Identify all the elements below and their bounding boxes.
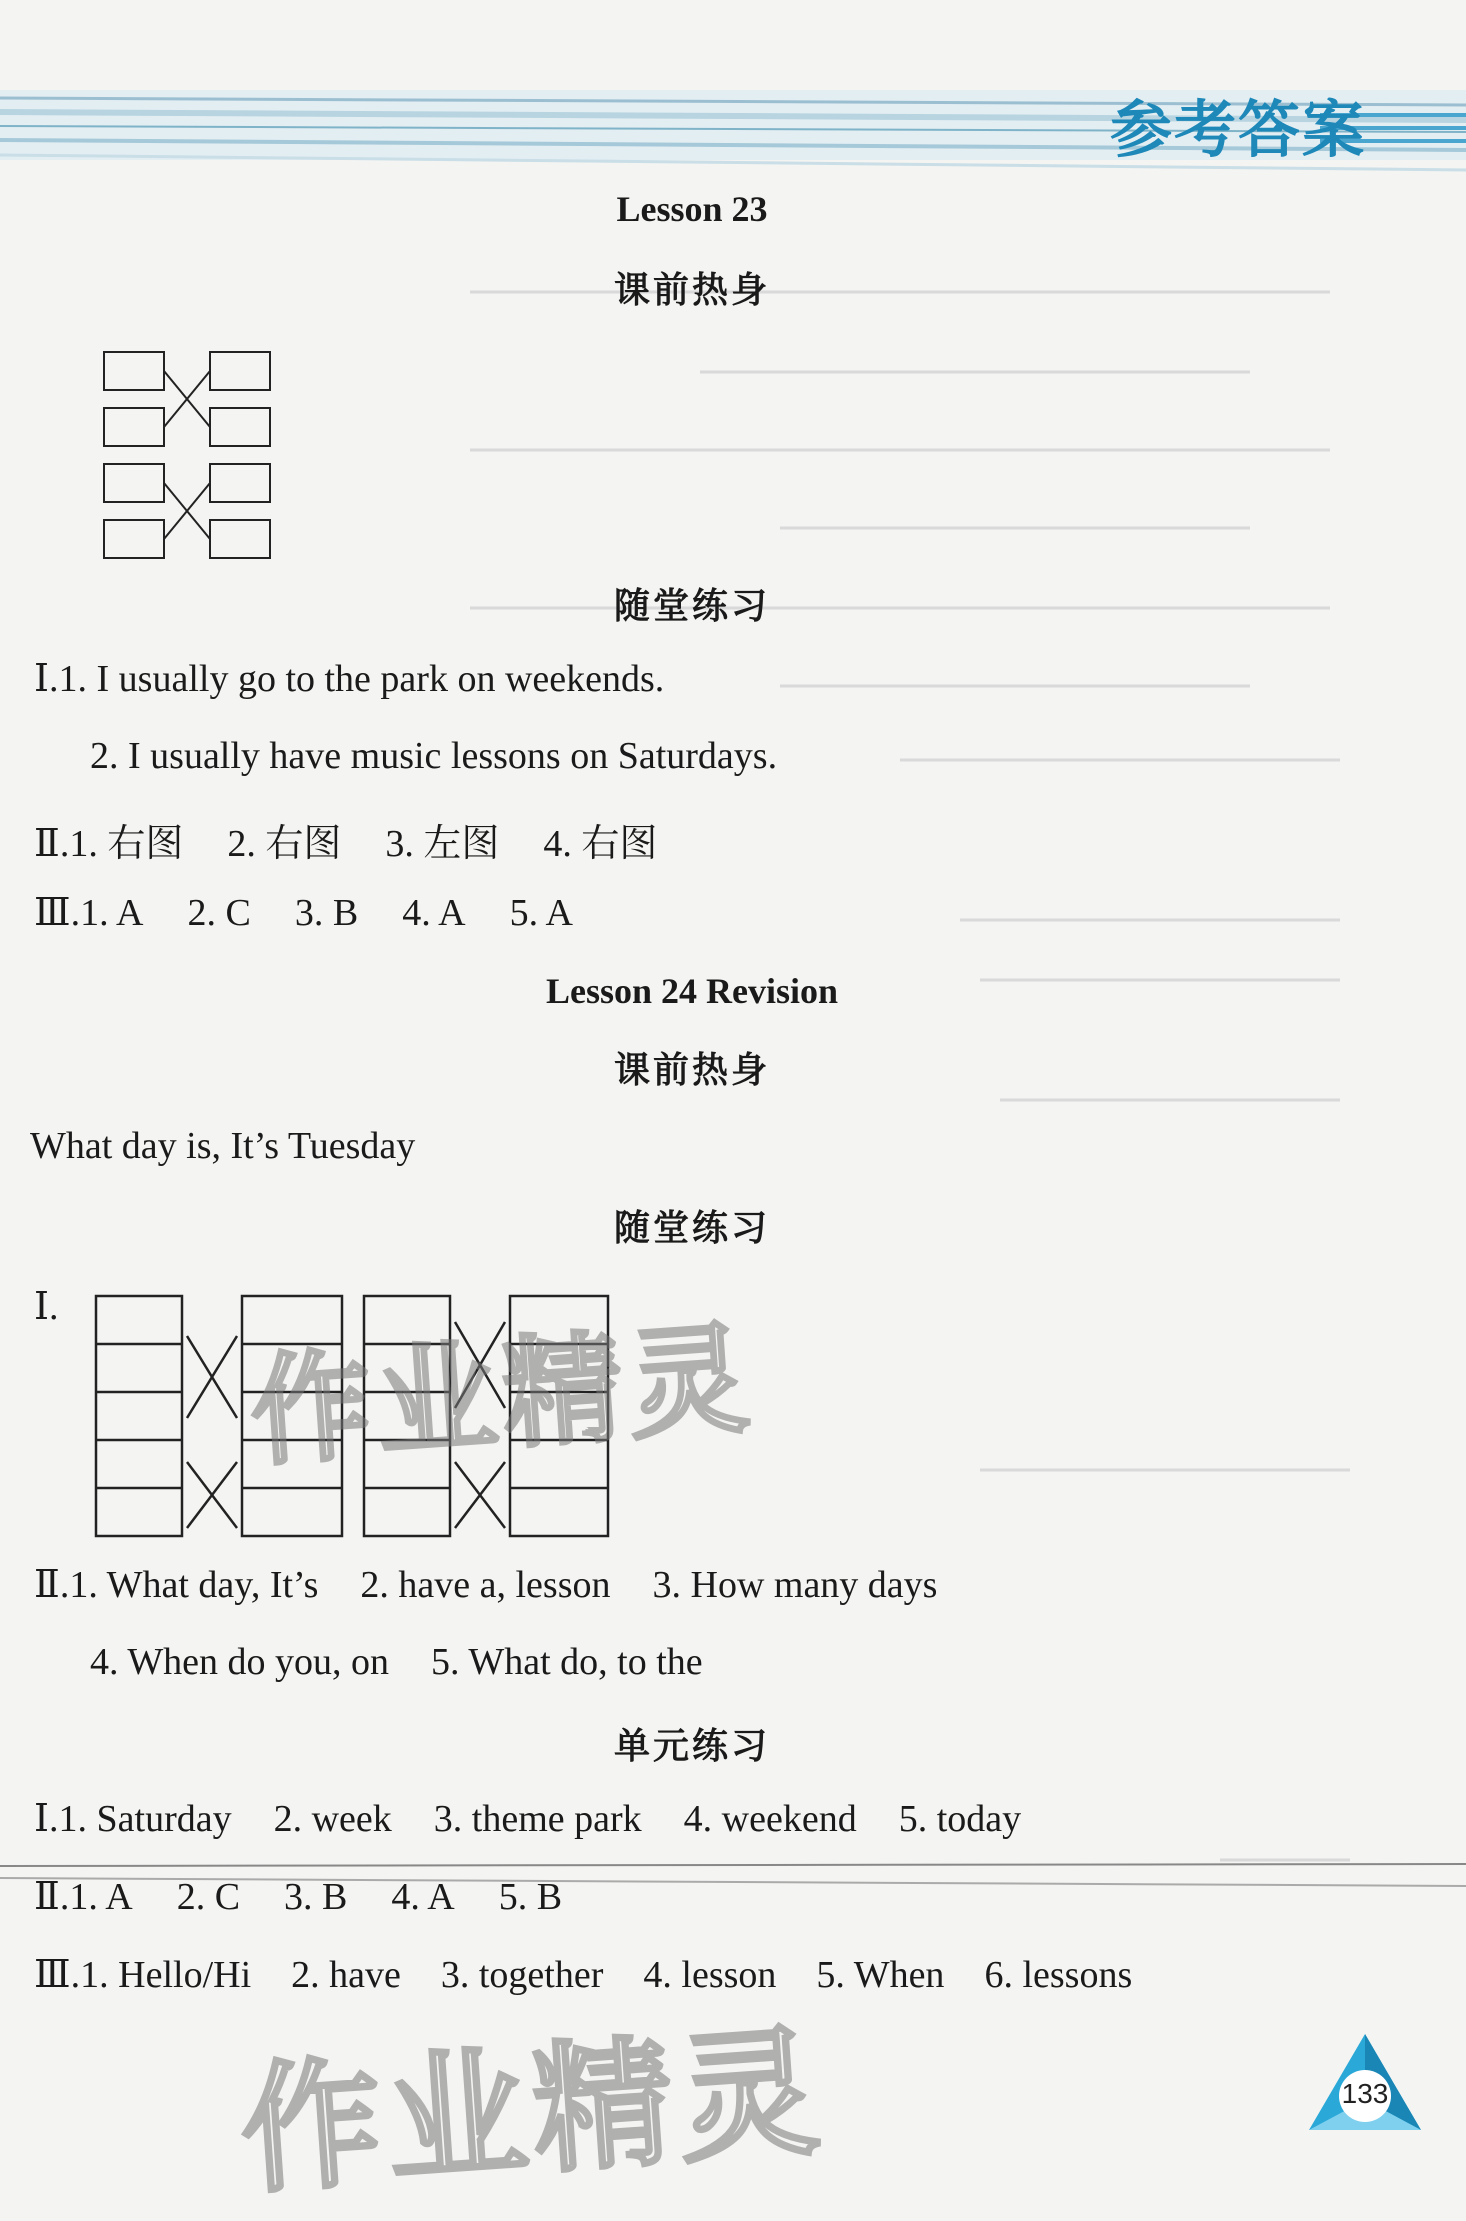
answer-item: 1. A	[69, 1876, 133, 1918]
answer-item: 1. Saturday	[58, 1798, 232, 1840]
answer-item: 4. A	[391, 1876, 455, 1918]
lesson-23-warmup-heading: 课前热身	[613, 270, 770, 311]
lesson-24-title: Lesson 24 Revision	[545, 971, 839, 1011]
lesson-23-q1-row1	[34, 656, 664, 701]
answer-item: 1. 右图	[69, 823, 184, 865]
roman-numeral-3: Ⅲ.	[34, 892, 81, 934]
unit-practice-heading: 单元练习	[613, 1726, 770, 1767]
answer-item: 2. have	[291, 1954, 401, 1996]
answer-item: 3. together	[440, 1954, 604, 1996]
roman-numeral-2: Ⅱ.	[34, 1876, 70, 1918]
roman-numeral-2: Ⅱ.	[34, 823, 70, 865]
answer-item: 1. What day, It’s	[69, 1564, 319, 1606]
answer-key-title: 参考答案	[1110, 93, 1367, 166]
watermark-bottom: 作业精灵	[235, 2010, 830, 2215]
roman-numeral-3: Ⅲ.	[34, 1954, 81, 1996]
roman-numeral-1: Ⅰ.	[34, 1798, 59, 1840]
answer-item: 4. weekend	[683, 1798, 857, 1840]
answer-item: 3. B	[294, 892, 359, 934]
answer-item: 5. When	[816, 1954, 945, 1996]
answer-item: 2. week	[273, 1798, 392, 1840]
answer-item: 3. 左图	[385, 823, 500, 865]
answer-item: 1. A	[80, 892, 144, 934]
answer-item: 2. C	[187, 892, 251, 934]
lesson-23-q2-row	[34, 812, 657, 867]
answer-text: 1. I usually go to the park on weekends.	[58, 658, 665, 700]
lesson-24-warmup-heading: 课前热身	[613, 1050, 770, 1091]
answer-item: 3. theme park	[433, 1798, 642, 1840]
answer-item: 3. How many days	[652, 1564, 938, 1606]
answer-item: 5. A	[509, 892, 573, 934]
roman-numeral-2: Ⅱ.	[34, 1564, 70, 1606]
lesson-23-title: Lesson 23	[616, 189, 768, 229]
roman-numeral-1: Ⅰ.	[34, 658, 59, 700]
lesson-23-q1-row2: 2. I usually have music lessons on Saturdays.	[90, 735, 778, 777]
lesson-23-practice-heading: 随堂练习	[613, 586, 770, 627]
answer-item: 5. B	[498, 1876, 563, 1918]
page-number: 133	[1341, 2078, 1389, 2109]
lesson-24-warmup-answer: What day is, It’s Tuesday	[30, 1125, 416, 1167]
watermark-middle: 作业精灵	[246, 1309, 759, 1484]
answer-item: 1. Hello/Hi	[80, 1954, 252, 1996]
lesson-23-matching-diagram	[100, 348, 275, 563]
answer-item: 2. 右图	[227, 823, 342, 865]
answer-item: 6. lessons	[984, 1954, 1133, 1996]
lesson-24-practice-heading: 随堂练习	[613, 1208, 770, 1249]
answer-item: 3. B	[284, 1876, 348, 1918]
answer-item: 4. lesson	[643, 1954, 777, 1996]
lesson-23-q3-row	[34, 890, 573, 935]
answer-item: 4. When do you, on	[90, 1641, 390, 1683]
answer-item: 4. 右图	[543, 823, 658, 865]
answer-item: 5. What do, to the	[431, 1641, 703, 1683]
lesson-24-q2-row2	[90, 1640, 703, 1684]
lesson-24-q2-row1	[34, 1562, 937, 1607]
lesson-24-q1-label: Ⅰ.	[34, 1286, 59, 1328]
answer-item: 4. A	[402, 892, 466, 934]
unit-q3-row	[34, 1952, 1132, 1997]
answer-item: 2. have a, lesson	[360, 1564, 611, 1606]
answer-item: 2. C	[176, 1876, 241, 1918]
unit-q2-row	[34, 1874, 562, 1919]
answer-item: 5. today	[898, 1798, 1022, 1840]
unit-q1-row	[34, 1796, 1021, 1841]
